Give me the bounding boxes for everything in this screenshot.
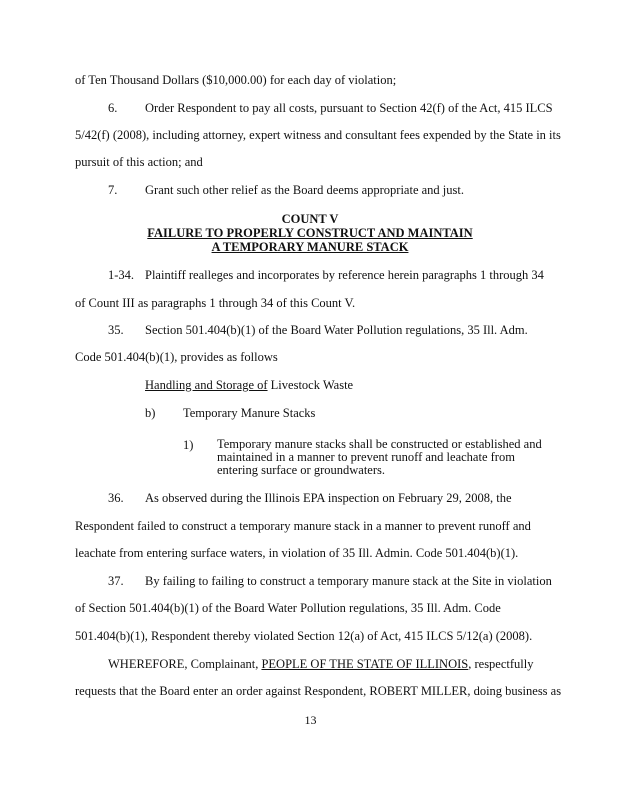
paragraph-number: 6. (108, 101, 118, 115)
paragraph-36-line-2: Respondent failed to construct a temporary manure stack in a manner to prevent runoff and (75, 519, 531, 533)
subsection-label: b) (145, 406, 156, 420)
item-label: 1) (183, 438, 194, 452)
item-text-line-2: maintained in a manner to prevent runoff and leachate from (217, 451, 515, 464)
paragraph-number: 36. (108, 491, 124, 505)
paragraph-37-line-1: By failing to failing to construct a temporary manure stack at the Site in violation (145, 574, 552, 588)
paragraph-35-line-1: Section 501.404(b)(1) of the Board Water Pollution regulations, 35 Ill. Adm. (145, 323, 528, 337)
count-title: COUNT V (281, 212, 339, 226)
quoted-heading-underlined: Handling and Storage of (145, 378, 268, 392)
paragraph-number: 7. (108, 183, 118, 197)
paragraph-6-line-2: 5/42(f) (2008), including attorney, expert witness and consultant fees expended by the State in its (75, 128, 561, 142)
paragraph-6-line-3: pursuit of this action; and (75, 155, 203, 169)
paragraph-35-line-2: Code 501.404(b)(1), provides as follows (75, 350, 278, 364)
item-text-line-1: Temporary manure stacks shall be constructed or established and (217, 438, 542, 451)
count-subtitle-line-2: A TEMPORARY MANURE STACK (211, 240, 409, 254)
paragraph-7-line-1: Grant such other relief as the Board deems appropriate and just. (145, 183, 464, 197)
paragraph-37-line-2: of Section 501.404(b)(1) of the Board Water Pollution regulations, 35 Ill. Adm. Code (75, 601, 501, 615)
continued-line: of Ten Thousand Dollars ($10,000.00) for each day of violation; (75, 73, 397, 87)
wherefore-start: WHEREFORE, Complainant, (108, 657, 262, 671)
count-subtitle-line-1: FAILURE TO PROPERLY CONSTRUCT AND MAINTAIN (147, 226, 473, 240)
wherefore-line-1 (108, 657, 598, 671)
quoted-section-heading (145, 378, 621, 392)
paragraph-1-34-line-2: of Count III as paragraphs 1 through 34 of this Count V. (75, 296, 356, 310)
quoted-heading-rest: Livestock Waste (267, 378, 354, 392)
wherefore-end: , respectfully (468, 657, 534, 671)
party-name: PEOPLE OF THE STATE OF ILLINOIS (261, 657, 469, 671)
paragraph-number: 35. (108, 323, 124, 337)
paragraph-number: 37. (108, 574, 124, 588)
subsection-title: Temporary Manure Stacks (183, 406, 316, 420)
paragraph-1-34-line-1: Plaintiff realleges and incorporates by reference herein paragraphs 1 through 34 (145, 268, 544, 282)
paragraph-number: 1-34. (108, 268, 135, 282)
page-number: 13 (304, 713, 317, 727)
item-text-line-3: entering surface or groundwaters. (217, 464, 385, 477)
paragraph-6-line-1: Order Respondent to pay all costs, pursuant to Section 42(f) of the Act, 415 ILCS (145, 101, 553, 115)
paragraph-37-line-3: 501.404(b)(1), Respondent thereby violated Section 12(a) of Act, 415 ILCS 5/12(a) (2008). (75, 629, 533, 643)
paragraph-36-line-1: As observed during the Illinois EPA inspection on February 29, 2008, the (145, 491, 512, 505)
wherefore-line-2: requests that the Board enter an order against Respondent, ROBERT MILLER, doing business as (75, 684, 562, 698)
paragraph-36-line-3: leachate from entering surface waters, in violation of 35 Ill. Admin. Code 501.404(b)(1). (75, 546, 519, 560)
